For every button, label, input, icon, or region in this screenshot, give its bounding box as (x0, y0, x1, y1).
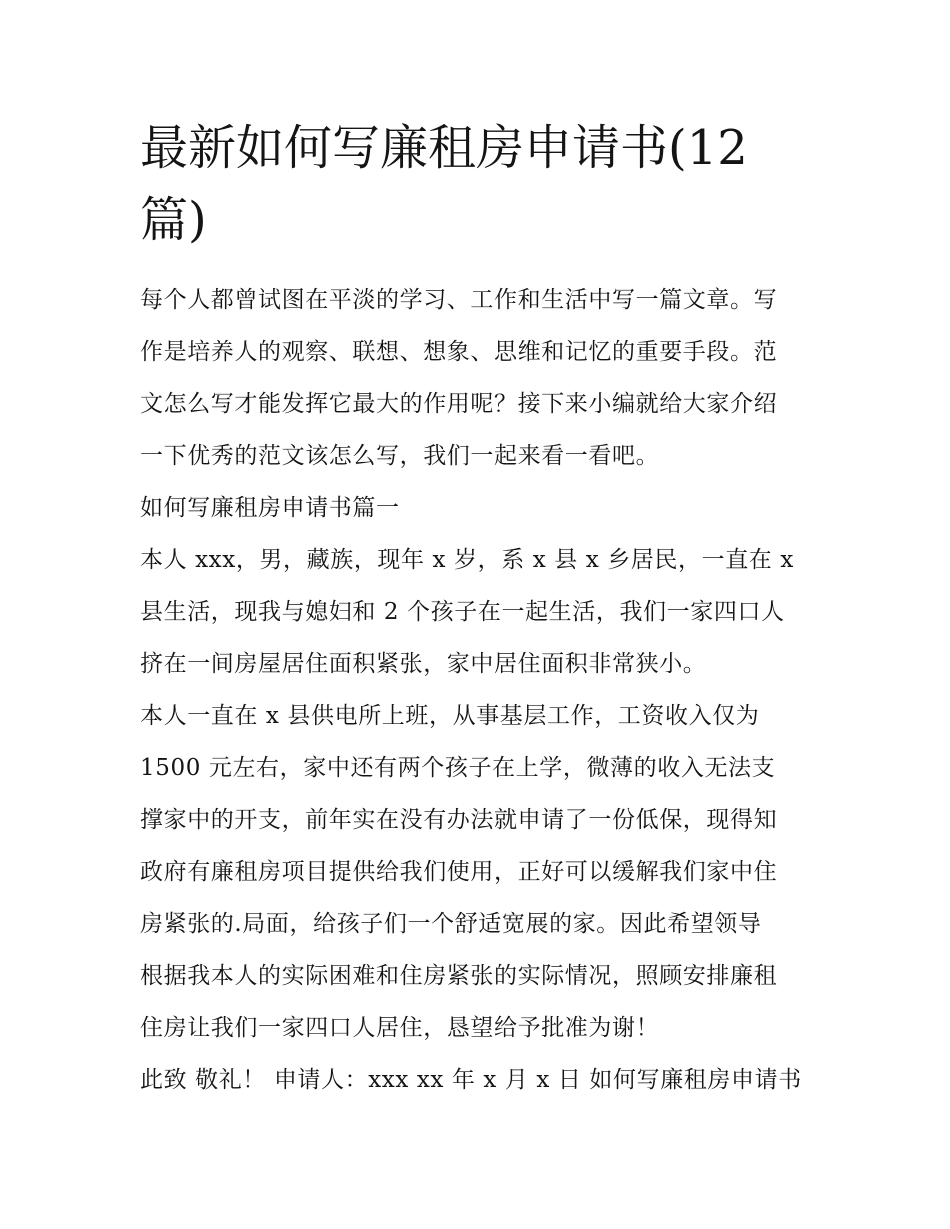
section-heading (140, 482, 830, 534)
paragraph-work-and-request (140, 690, 830, 1054)
title-line-1: 最新如何写廉租房申请书(12 (140, 120, 748, 176)
intro-line: 文怎么写才能发挥它最大的作用呢？接下来小编就给大家介绍 (140, 391, 778, 417)
paragraph-line: 挤在一间房屋居住面积紧张，家中居住面积非常狭小。 (140, 651, 707, 677)
paragraph-line: 撑家中的开支，前年实在没有办法就申请了一份低保，现得知 (140, 807, 778, 833)
document-title (140, 112, 820, 256)
title-line-2: 篇) (140, 192, 207, 248)
paragraph-line: 1500 元左右，家中还有两个孩子在上学，微薄的收入无法支 (140, 755, 776, 781)
paragraph-line: 根据我本人的实际困难和住房紧张的实际情况，照顾安排廉租 (140, 963, 778, 989)
paragraph-line: 住房让我们一家四口人居住，恳望给予批准为谢！ (140, 1015, 660, 1041)
closing-line: 此致 敬礼！ 申请人：xxx xx 年 x 月 x 日 如何写廉租房申请书 (140, 1067, 802, 1093)
paragraph-line: 本人 xxx，男，藏族，现年 x 岁，系 x 县 x 乡居民，一直在 x (140, 547, 794, 573)
paragraph-line: 政府有廉租房项目提供给我们使用，正好可以缓解我们家中住 (140, 859, 778, 885)
intro-line: 一下优秀的范文该怎么写，我们一起来看一看吧。 (140, 443, 660, 469)
intro-line: 每个人都曾试图在平淡的学习、工作和生活中写一篇文章。写 (140, 287, 778, 313)
intro-paragraph (140, 274, 830, 482)
intro-line: 作是培养人的观察、联想、想象、思维和记忆的重要手段。范 (140, 339, 778, 365)
closing-paragraph (140, 1054, 830, 1106)
paragraph-line: 本人一直在 x 县供电所上班，从事基层工作，工资收入仅为 (140, 703, 760, 729)
paragraph-line: 县生活，现我与媳妇和 2 个孩子在一起生活，我们一家四口人 (140, 599, 785, 625)
paragraph-personal-info (140, 534, 830, 690)
paragraph-line: 房紧张的.局面，给孩子们一个舒适宽展的家。因此希望领导 (140, 911, 762, 937)
section-heading-text: 如何写廉租房申请书篇一 (140, 495, 400, 521)
